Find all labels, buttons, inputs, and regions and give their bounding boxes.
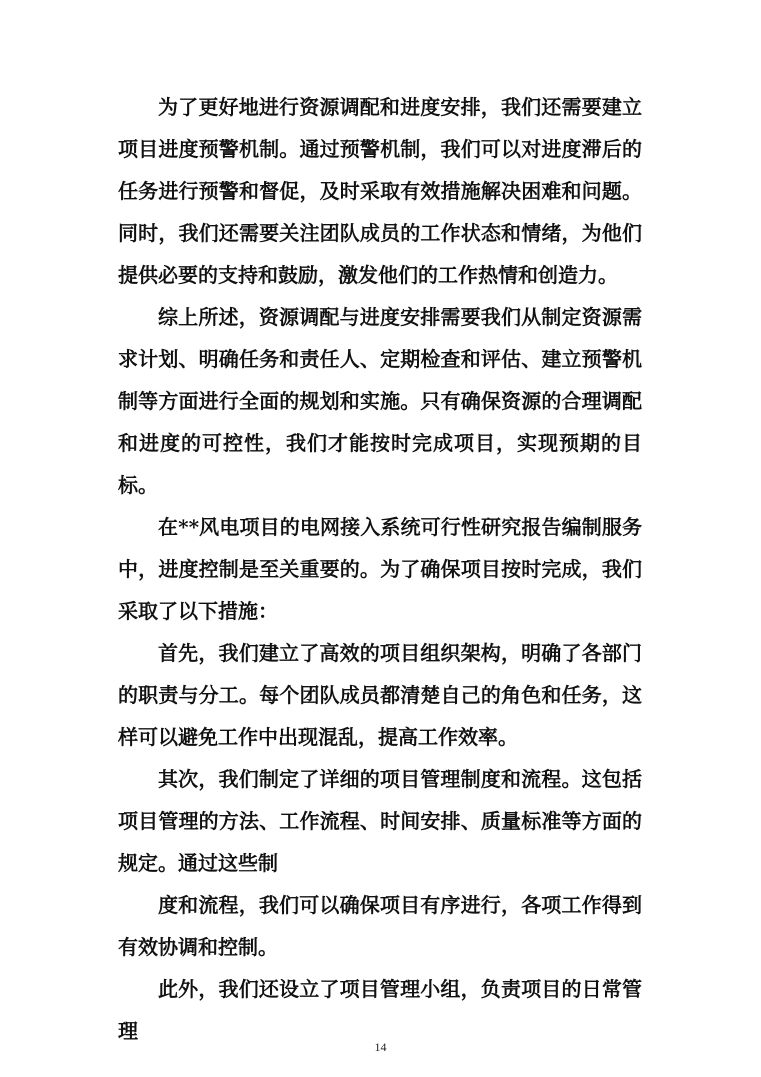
paragraph-management-system: 其次，我们制定了详细的项目管理制度和流程。这包括项目管理的方法、工作流程、时间安排、质量标准等方面的规定。通过这些制 [118, 767, 642, 875]
document-body [118, 86, 642, 1052]
paragraph-management-group: 此外，我们还设立了项目管理小组，负责项目的日常管理 [118, 977, 642, 1043]
page-number: 14 [374, 1040, 387, 1054]
paragraph-organization: 首先，我们建立了高效的项目组织架构，明确了各部门的职责与分工。每个团队成员都清楚自己的角色和任务，这样可以避免工作中出现混乱，提高工作效率。 [118, 641, 642, 749]
paragraph-progress-control-intro: 在**风电项目的电网接入系统可行性研究报告编制服务中，进度控制是至关重要的。为了确保项目按时完成，我们采取了以下措施： [118, 515, 642, 623]
paragraph-progress-warning: 为了更好地进行资源调配和进度安排，我们还需要建立项目进度预警机制。通过预警机制，我们可以对进度滞后的任务进行预警和督促，及时采取有效措施解决困难和问题。同时，我们还需要关注团队成员的工作状态和情绪，为他们提供必要的支持和鼓励，激发他们的工作热情和创造力。 [118, 95, 642, 287]
paragraph-system-continued: 度和流程，我们可以确保项目有序进行，各项工作得到有效协调和控制。 [118, 893, 642, 959]
paragraph-summary: 综上所述，资源调配与进度安排需要我们从制定资源需求计划、明确任务和责任人、定期检查和评估、建立预警机制等方面进行全面的规划和实施。只有确保资源的合理调配和进度的可控性，我们才能按时完成项目，实现预期的目标。 [118, 305, 642, 497]
